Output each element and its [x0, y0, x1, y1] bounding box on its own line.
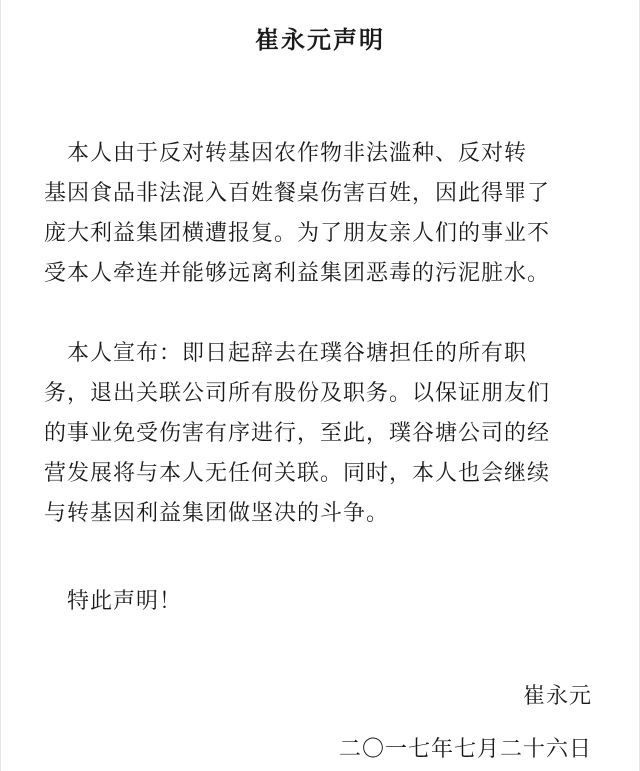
- paragraph-line: 特此声明！: [44, 589, 183, 614]
- paragraph-line: 与转基因利益集团做坚决的斗争。: [44, 501, 390, 526]
- paragraph-line: 本人由于反对转基因农作物非法滥种、反对转: [44, 141, 528, 166]
- paragraph-line: 基因食品非法混入百姓餐桌伤害百姓，因此得罪了: [44, 181, 551, 206]
- paragraph-line: 受本人牵连并能够远离利益集团恶毒的污泥脏水。: [44, 261, 551, 286]
- signature-date: 二〇一七年七月二十六日: [338, 737, 592, 762]
- signature-name: 崔永元: [522, 684, 592, 709]
- paragraph-line: 营发展将与本人无任何关联。同时，本人也会继续: [44, 461, 551, 486]
- paragraph-line: 本人宣布：即日起辞去在璞谷塘担任的所有职: [44, 341, 528, 366]
- document-title: 崔永元声明: [255, 26, 385, 54]
- paragraph-3: [44, 582, 604, 622]
- paragraph-2: [44, 334, 604, 534]
- paragraph-line: 庞大利益集团横遭报复。为了朋友亲人们的事业不: [44, 221, 551, 246]
- paragraph-line: 务，退出关联公司所有股份及职务。以保证朋友们: [44, 381, 551, 406]
- paragraph-line: 的事业免受伤害有序进行，至此，璞谷塘公司的经: [44, 421, 551, 446]
- paragraph-1: [44, 134, 604, 294]
